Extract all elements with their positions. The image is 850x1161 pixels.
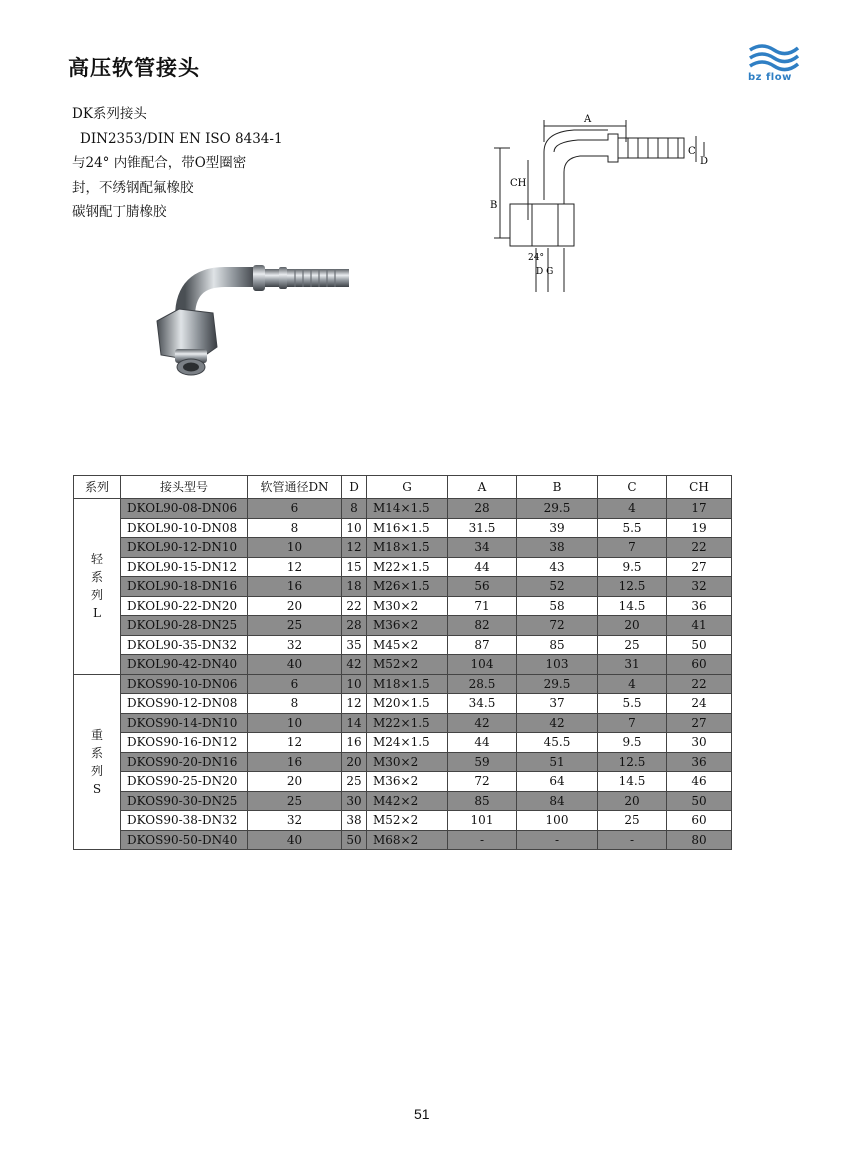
cell-g: M68×2 xyxy=(367,830,448,850)
cell-c: 25 xyxy=(598,811,667,831)
cell-dn: 8 xyxy=(248,694,342,714)
cell-a: 82 xyxy=(448,616,517,636)
desc-line: 封，不绣钢配氟橡胶 xyxy=(72,179,194,196)
table-row xyxy=(74,616,732,636)
cell-b: 84 xyxy=(517,791,598,811)
cell-model: DKOS90-50-DN40 xyxy=(121,830,248,850)
table-row xyxy=(74,635,732,655)
col-a: A xyxy=(448,476,517,499)
cell-d: 22 xyxy=(342,596,367,616)
cell-a: 44 xyxy=(448,557,517,577)
cell-a: 104 xyxy=(448,655,517,675)
label-d: D xyxy=(700,156,709,167)
cell-ch: 32 xyxy=(667,577,732,597)
table-row xyxy=(74,733,732,753)
cell-b: - xyxy=(517,830,598,850)
col-g: G xyxy=(367,476,448,499)
cell-d: 8 xyxy=(342,499,367,519)
cell-ch: 19 xyxy=(667,518,732,538)
cell-model: DKOL90-15-DN12 xyxy=(121,557,248,577)
cell-ch: 46 xyxy=(667,772,732,792)
table-row xyxy=(74,499,732,519)
cell-dn: 16 xyxy=(248,752,342,772)
cell-g: M22×1.5 xyxy=(367,713,448,733)
cell-b: 64 xyxy=(517,772,598,792)
cell-dn: 10 xyxy=(248,713,342,733)
series-label-char: 列 xyxy=(90,763,103,778)
table-row xyxy=(74,674,732,694)
cell-d: 30 xyxy=(342,791,367,811)
cell-ch: 50 xyxy=(667,791,732,811)
col-series: 系列 xyxy=(74,476,121,499)
cell-d: 10 xyxy=(342,518,367,538)
cell-g: M18×1.5 xyxy=(367,538,448,558)
cell-model: DKOS90-10-DN06 xyxy=(121,674,248,694)
series-label-char: 系 xyxy=(90,745,103,760)
cell-ch: 60 xyxy=(667,655,732,675)
dimension-drawing xyxy=(488,112,713,297)
cell-d: 14 xyxy=(342,713,367,733)
cell-dn: 25 xyxy=(248,791,342,811)
cell-c: 14.5 xyxy=(598,772,667,792)
table-row xyxy=(74,752,732,772)
label-a: A xyxy=(584,114,592,125)
label-dg: D G xyxy=(536,267,554,277)
cell-ch: 36 xyxy=(667,752,732,772)
cell-a: 31.5 xyxy=(448,518,517,538)
cell-b: 85 xyxy=(517,635,598,655)
cell-dn: 16 xyxy=(248,577,342,597)
cell-c: 12.5 xyxy=(598,577,667,597)
cell-ch: 30 xyxy=(667,733,732,753)
cell-d: 28 xyxy=(342,616,367,636)
cell-ch: 17 xyxy=(667,499,732,519)
cell-ch: 27 xyxy=(667,713,732,733)
cell-dn: 40 xyxy=(248,830,342,850)
cell-c: - xyxy=(598,830,667,850)
cell-d: 15 xyxy=(342,557,367,577)
cell-model: DKOS90-12-DN08 xyxy=(121,694,248,714)
cell-c: 9.5 xyxy=(598,733,667,753)
series-label-char: 重 xyxy=(90,727,103,742)
series-label-char: 列 xyxy=(90,588,103,603)
series-label-char: S xyxy=(92,781,102,796)
table-row xyxy=(74,791,732,811)
cell-d: 42 xyxy=(342,655,367,675)
cell-ch: 22 xyxy=(667,674,732,694)
page-number: 51 xyxy=(414,1106,430,1122)
cell-dn: 32 xyxy=(248,811,342,831)
cell-dn: 10 xyxy=(248,538,342,558)
cell-ch: 24 xyxy=(667,694,732,714)
cell-d: 12 xyxy=(342,538,367,558)
cell-d: 10 xyxy=(342,674,367,694)
cell-b: 38 xyxy=(517,538,598,558)
col-dn: 软管通径DN xyxy=(248,476,342,499)
cell-a: 44 xyxy=(448,733,517,753)
col-model: 接头型号 xyxy=(121,476,248,499)
cell-dn: 40 xyxy=(248,655,342,675)
cell-model: DKOS90-14-DN10 xyxy=(121,713,248,733)
cell-ch: 80 xyxy=(667,830,732,850)
cell-a: 34 xyxy=(448,538,517,558)
table-row xyxy=(74,596,732,616)
col-c: C xyxy=(598,476,667,499)
cell-g: M22×1.5 xyxy=(367,557,448,577)
cell-ch: 50 xyxy=(667,635,732,655)
cell-model: DKOL90-28-DN25 xyxy=(121,616,248,636)
fitting-photo xyxy=(145,255,355,390)
cell-model: DKOL90-35-DN32 xyxy=(121,635,248,655)
cell-g: M36×2 xyxy=(367,772,448,792)
cell-a: - xyxy=(448,830,517,850)
cell-c: 20 xyxy=(598,791,667,811)
cell-dn: 6 xyxy=(248,499,342,519)
cell-model: DKOL90-18-DN16 xyxy=(121,577,248,597)
series-label xyxy=(74,674,121,850)
cell-dn: 20 xyxy=(248,596,342,616)
desc-line: DK系列接头 xyxy=(72,106,147,122)
cell-b: 29.5 xyxy=(517,674,598,694)
table-row xyxy=(74,577,732,597)
cell-b: 45.5 xyxy=(517,733,598,753)
cell-d: 50 xyxy=(342,830,367,850)
cell-d: 12 xyxy=(342,694,367,714)
cell-b: 52 xyxy=(517,577,598,597)
cell-c: 7 xyxy=(598,713,667,733)
cell-ch: 41 xyxy=(667,616,732,636)
col-b: B xyxy=(517,476,598,499)
cell-dn: 25 xyxy=(248,616,342,636)
table-row xyxy=(74,538,732,558)
cell-g: M14×1.5 xyxy=(367,499,448,519)
cell-a: 101 xyxy=(448,811,517,831)
label-b: B xyxy=(490,200,498,211)
desc-line: DIN2353/DIN EN ISO 8434-1 xyxy=(80,130,283,147)
cell-a: 71 xyxy=(448,596,517,616)
cell-a: 34.5 xyxy=(448,694,517,714)
cell-d: 25 xyxy=(342,772,367,792)
table-row xyxy=(74,713,732,733)
series-label-char: L xyxy=(93,606,101,621)
cell-c: 5.5 xyxy=(598,694,667,714)
label-angle: 24° xyxy=(528,253,544,263)
col-d: D xyxy=(342,476,367,499)
cell-d: 18 xyxy=(342,577,367,597)
cell-a: 28.5 xyxy=(448,674,517,694)
cell-a: 87 xyxy=(448,635,517,655)
table-row xyxy=(74,772,732,792)
cell-c: 31 xyxy=(598,655,667,675)
col-ch: CH xyxy=(667,476,732,499)
cell-g: M45×2 xyxy=(367,635,448,655)
cell-ch: 27 xyxy=(667,557,732,577)
cell-c: 9.5 xyxy=(598,557,667,577)
cell-g: M16×1.5 xyxy=(367,518,448,538)
label-ch: CH xyxy=(510,178,527,189)
cell-b: 37 xyxy=(517,694,598,714)
series-label-char: 系 xyxy=(90,570,103,585)
cell-g: M20×1.5 xyxy=(367,694,448,714)
cell-a: 72 xyxy=(448,772,517,792)
label-c: C xyxy=(688,146,696,157)
cell-dn: 20 xyxy=(248,772,342,792)
cell-a: 59 xyxy=(448,752,517,772)
cell-model: DKOL90-42-DN40 xyxy=(121,655,248,675)
cell-g: M18×1.5 xyxy=(367,674,448,694)
cell-b: 72 xyxy=(517,616,598,636)
cell-c: 12.5 xyxy=(598,752,667,772)
desc-line: 与24° 内锥配合，带O型圈密 xyxy=(72,155,247,171)
cell-b: 103 xyxy=(517,655,598,675)
cell-model: DKOS90-20-DN16 xyxy=(121,752,248,772)
cell-model: DKOS90-38-DN32 xyxy=(121,811,248,831)
cell-model: DKOS90-16-DN12 xyxy=(121,733,248,753)
cell-dn: 12 xyxy=(248,733,342,753)
cell-b: 29.5 xyxy=(517,499,598,519)
table-row xyxy=(74,518,732,538)
table-row xyxy=(74,557,732,577)
series-label xyxy=(74,499,121,675)
cell-a: 42 xyxy=(448,713,517,733)
cell-a: 85 xyxy=(448,791,517,811)
cell-model: DKOL90-12-DN10 xyxy=(121,538,248,558)
cell-b: 51 xyxy=(517,752,598,772)
cell-b: 58 xyxy=(517,596,598,616)
cell-c: 5.5 xyxy=(598,518,667,538)
table-row xyxy=(74,655,732,675)
cell-dn: 12 xyxy=(248,557,342,577)
table-row xyxy=(74,830,732,850)
series-label-char: 轻 xyxy=(90,552,103,567)
cell-c: 14.5 xyxy=(598,596,667,616)
cell-b: 100 xyxy=(517,811,598,831)
cell-d: 20 xyxy=(342,752,367,772)
cell-g: M24×1.5 xyxy=(367,733,448,753)
cell-ch: 60 xyxy=(667,811,732,831)
table-row xyxy=(74,694,732,714)
cell-model: DKOL90-22-DN20 xyxy=(121,596,248,616)
cell-ch: 36 xyxy=(667,596,732,616)
desc-line: 碳钢配丁腈橡胶 xyxy=(72,204,167,220)
cell-g: M36×2 xyxy=(367,616,448,636)
cell-g: M52×2 xyxy=(367,655,448,675)
cell-d: 16 xyxy=(342,733,367,753)
logo-text: bz flow xyxy=(748,72,792,83)
cell-c: 4 xyxy=(598,674,667,694)
page-title: 高压软管接头 xyxy=(68,56,200,80)
cell-model: DKOS90-25-DN20 xyxy=(121,772,248,792)
cell-c: 25 xyxy=(598,635,667,655)
cell-ch: 22 xyxy=(667,538,732,558)
cell-g: M26×1.5 xyxy=(367,577,448,597)
cell-b: 39 xyxy=(517,518,598,538)
cell-dn: 32 xyxy=(248,635,342,655)
cell-b: 42 xyxy=(517,713,598,733)
cell-d: 35 xyxy=(342,635,367,655)
cell-g: M42×2 xyxy=(367,791,448,811)
cell-c: 4 xyxy=(598,499,667,519)
cell-dn: 6 xyxy=(248,674,342,694)
cell-model: DKOL90-10-DN08 xyxy=(121,518,248,538)
cell-c: 7 xyxy=(598,538,667,558)
cell-g: M52×2 xyxy=(367,811,448,831)
cell-g: M30×2 xyxy=(367,752,448,772)
cell-dn: 8 xyxy=(248,518,342,538)
table-row xyxy=(74,811,732,831)
product-description xyxy=(72,102,283,225)
cell-b: 43 xyxy=(517,557,598,577)
cell-d: 38 xyxy=(342,811,367,831)
cell-model: DKOS90-30-DN25 xyxy=(121,791,248,811)
spec-table xyxy=(73,475,732,850)
cell-g: M30×2 xyxy=(367,596,448,616)
cell-model: DKOL90-08-DN06 xyxy=(121,499,248,519)
cell-a: 56 xyxy=(448,577,517,597)
header-row xyxy=(74,476,732,499)
cell-a: 28 xyxy=(448,499,517,519)
cell-c: 20 xyxy=(598,616,667,636)
